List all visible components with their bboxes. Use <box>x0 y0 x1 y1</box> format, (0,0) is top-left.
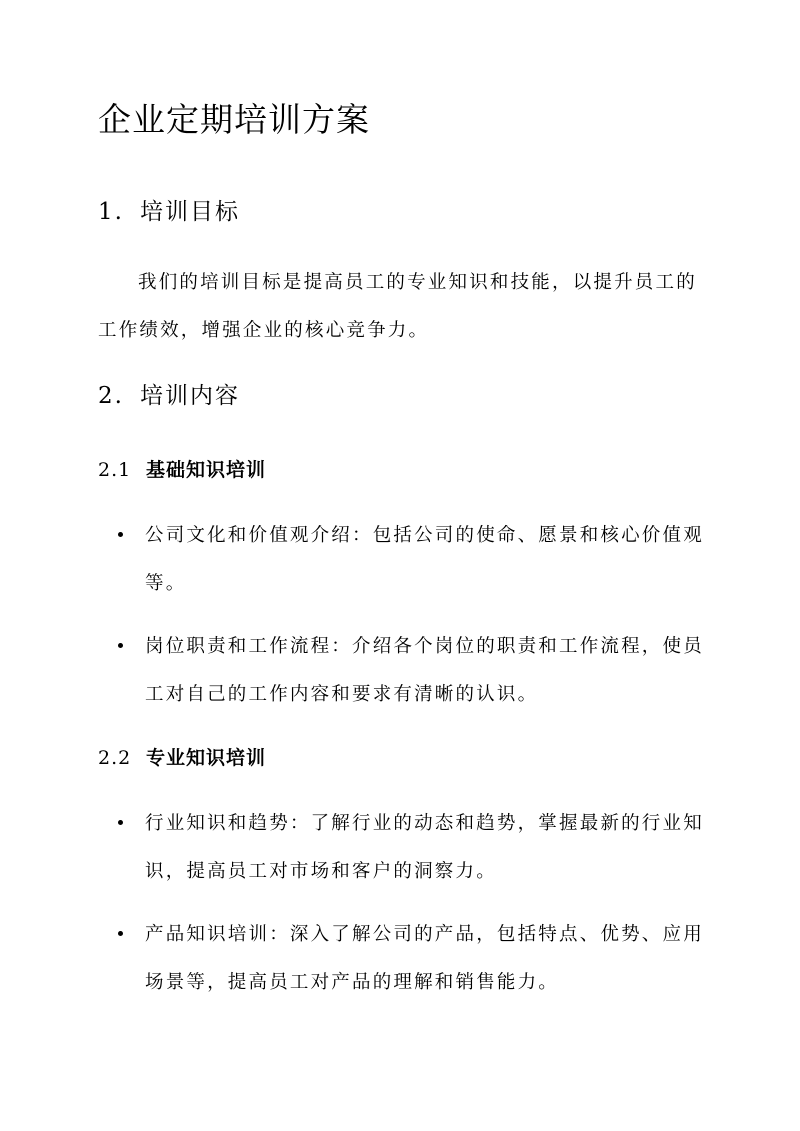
list-item-text: 产品知识培训：深入了解公司的产品，包括特点、优势、应用场景等，提高员工对产品的理解和销售能力。 <box>145 924 704 993</box>
goals-paragraph: 我们的培训目标是提高员工的专业知识和技能，以提升员工的工作绩效，增强企业的核心竞争力。 <box>98 272 697 341</box>
section-heading-text: 培训目标 <box>140 199 240 225</box>
bullet-dot-icon <box>118 931 123 936</box>
section-heading-content <box>98 381 240 411</box>
document-title: 企业定期培训方案 <box>98 100 370 139</box>
section-heading-text: 培训内容 <box>140 383 240 409</box>
subsection-heading-text: 专业知识培训 <box>146 747 267 769</box>
subsection-heading-professional <box>98 745 266 771</box>
subsection-number: 2.2 <box>98 747 132 769</box>
list-item-text: 岗位职责和工作流程：介绍各个岗位的职责和工作流程，使员工对自己的工作内容和要求有清晰的认识。 <box>145 636 704 705</box>
subsection-heading-text: 基础知识培训 <box>146 459 267 481</box>
section-number: 1. <box>98 199 124 225</box>
section-number: 2. <box>98 383 124 409</box>
subsection-heading-basic <box>98 457 266 483</box>
section-heading-goals <box>98 197 240 227</box>
list-item-text: 行业知识和趋势：了解行业的动态和趋势，掌握最新的行业知识，提高员工对市场和客户的洞察力。 <box>145 813 704 882</box>
bullet-dot-icon <box>118 643 123 648</box>
bullet-dot-icon <box>118 532 123 537</box>
list-item-text: 公司文化和价值观介绍：包括公司的使命、愿景和核心价值观等。 <box>145 525 704 594</box>
subsection-number: 2.1 <box>98 459 132 481</box>
bullet-dot-icon <box>118 820 123 825</box>
